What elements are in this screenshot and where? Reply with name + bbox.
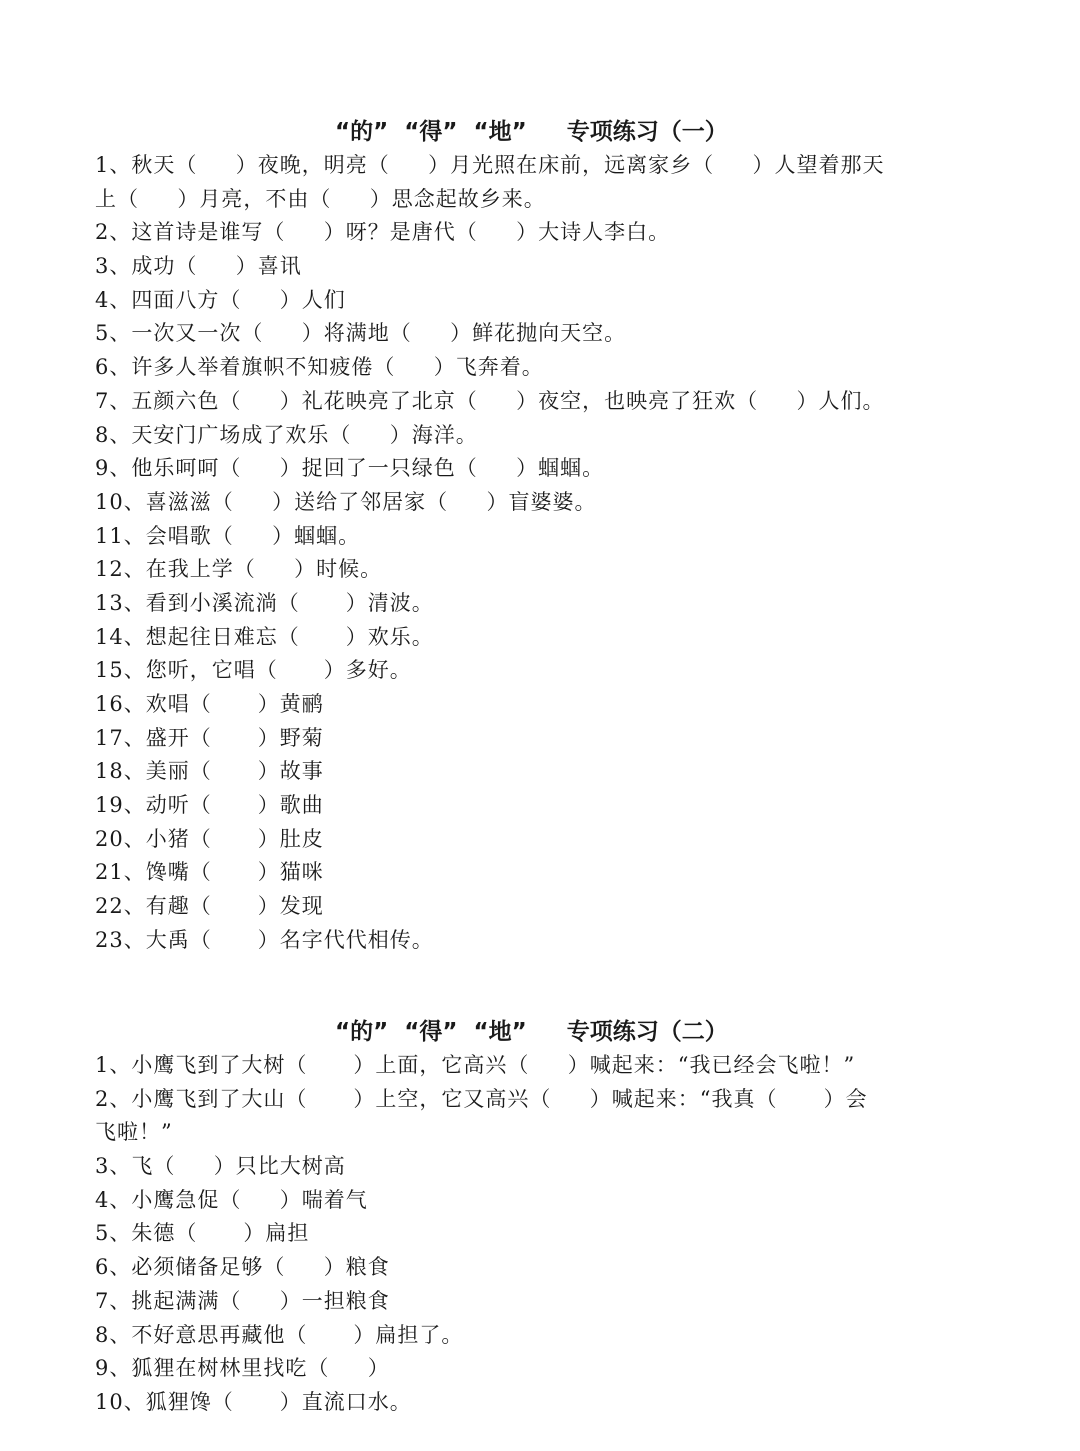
section-title: “的” “得” “地” 专项练习（二）: [335, 1019, 728, 1045]
question-line: 18、美丽（ ）故事: [95, 759, 324, 784]
question-line: 12、在我上学（ ）时候。: [95, 557, 383, 582]
question-line: 3、成功（ ）喜讯: [95, 254, 302, 279]
question-line: 4、小鹰急促（ ）喘着气: [95, 1187, 368, 1212]
question-list: [95, 149, 995, 958]
question-line: 13、看到小溪流淌（ ）清波。: [95, 590, 434, 615]
question-line: 2、这首诗是谁写（ ）呀？是唐代（ ）大诗人李白。: [95, 220, 671, 245]
question-line: 10、狐狸馋（ ）直流口水。: [95, 1389, 412, 1414]
question-line: 7、五颜六色（ ）礼花映亮了北京（ ）夜空，也映亮了狂欢（ ）人们。: [95, 388, 885, 413]
question-line: 上（ ）月亮，不由（ ）思念起故乡来。: [95, 186, 546, 211]
question-line: 6、许多人举着旗帜不知疲倦（ ）飞奔着。: [95, 355, 544, 380]
question-line: 17、盛开（ ）野菊: [95, 725, 324, 750]
question-line: 6、必须储备足够（ ）粮食: [95, 1255, 390, 1280]
question-list: [95, 1049, 995, 1420]
question-line: 20、小猪（ ）肚皮: [95, 826, 324, 851]
question-line: 16、欢唱（ ）黄鹂: [95, 692, 324, 716]
question-line: 4、四面八方（ ）人们: [95, 287, 346, 312]
question-line: 2、小鹰飞到了大山（ ）上空，它又高兴（ ）喊起来：“我真（ ）会: [95, 1086, 868, 1111]
question-line: 19、动听（ ）歌曲: [95, 793, 324, 818]
question-line: 14、想起往日难忘（ ）欢乐。: [95, 624, 434, 649]
question-line: 23、大禹（ ）名字代代相传。: [95, 927, 434, 952]
question-line: 飞啦！”: [95, 1120, 173, 1145]
question-line: 1、秋天（ ）夜晚，明亮（ ）月光照在床前，远离家乡（ ）人望着那天: [95, 153, 885, 177]
exercise-section-2: [95, 1015, 995, 1420]
question-line: 5、一次又一次（ ）将满地（ ）鲜花抛向天空。: [95, 321, 627, 346]
question-line: 5、朱德（ ）扁担: [95, 1221, 310, 1246]
exercise-section-1: [95, 115, 995, 958]
question-line: 10、喜滋滋（ ）送给了邻居家（ ）盲婆婆。: [95, 489, 597, 514]
question-line: 8、天安门广场成了欢乐（ ）海洋。: [95, 422, 478, 447]
question-line: 9、他乐呵呵（ ）捉回了一只绿色（ ）蝈蝈。: [95, 456, 605, 481]
question-line: 22、有趣（ ）发现: [95, 894, 324, 919]
question-line: 21、馋嘴（ ）猫咪: [95, 860, 324, 885]
section-title: “的” “得” “地” 专项练习（一）: [335, 119, 728, 145]
question-line: 3、飞（ ）只比大树高: [95, 1154, 346, 1179]
question-line: 11、会唱歌（ ）蝈蝈。: [95, 523, 361, 548]
question-line: 1、小鹰飞到了大树（ ）上面，它高兴（ ）喊起来：“我已经会飞啦！”: [95, 1053, 856, 1077]
question-line: 7、挑起满满（ ）一担粮食: [95, 1288, 390, 1313]
question-line: 8、不好意思再藏他（ ）扁担了。: [95, 1322, 464, 1347]
question-line: 9、狐狸在树林里找吃（ ）: [95, 1356, 390, 1381]
question-line: 15、您听，它唱（ ）多好。: [95, 658, 412, 683]
